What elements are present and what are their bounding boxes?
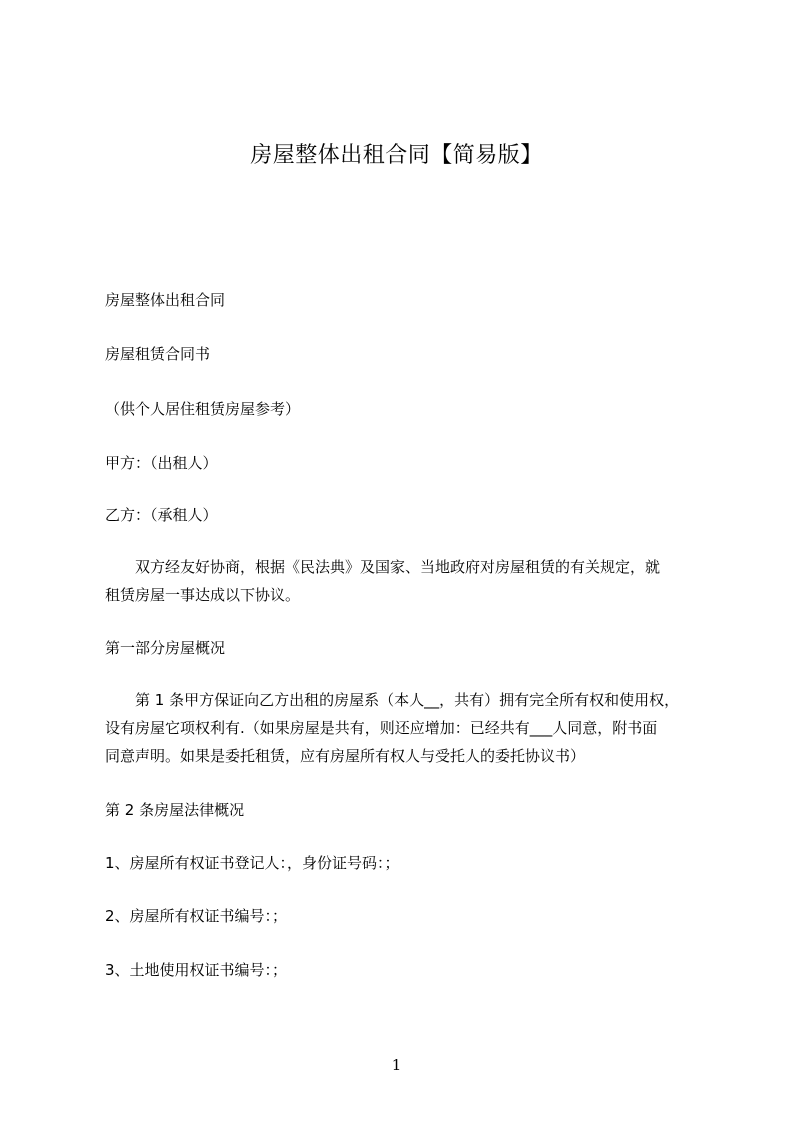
list-item-ownership-certificate: 2、房屋所有权证书编号：； bbox=[105, 907, 288, 925]
paragraph-lease-book: 房屋租赁合同书 bbox=[105, 345, 211, 363]
article1-line-3: 同意声明。如果是委托租赁，应有房屋所有权人与受托人的委托协议书） bbox=[105, 747, 586, 765]
paragraph-contract-name: 房屋整体出租合同 bbox=[105, 291, 226, 309]
section-heading-1: 第一部分房屋概况 bbox=[105, 639, 226, 657]
intro-line-2: 租赁房屋一事达成以下协议。 bbox=[105, 586, 301, 604]
page-number: 1 bbox=[391, 1056, 402, 1074]
paragraph-intro bbox=[105, 553, 705, 609]
intro-line-1: 双方经友好协商，根据《民法典》及国家、当地政府对房屋租赁的有关规定，就 bbox=[135, 558, 661, 576]
paragraph-party-a: 甲方：（出租人） bbox=[105, 454, 218, 472]
paragraph-usage-note: （供个人居住租赁房屋参考） bbox=[105, 400, 301, 418]
article1-line-1: 第 1 条甲方保证向乙方出租的房屋系（本人__，共有）拥有完全所有权和使用权， bbox=[135, 691, 680, 709]
paragraph-article-1 bbox=[105, 686, 705, 770]
list-item-land-certificate: 3、土地使用权证书编号：； bbox=[105, 961, 288, 979]
paragraph-party-b: 乙方：（承租人） bbox=[105, 506, 218, 524]
list-item-owner-registration: 1、房屋所有权证书登记人：，身份证号码：； bbox=[105, 854, 400, 872]
article-2-heading: 第 2 条房屋法律概况 bbox=[105, 801, 245, 819]
document-title: 房屋整体出租合同【简易版】 bbox=[250, 143, 543, 168]
article1-line-2: 设有房屋它项权利有.（如果房屋是共有，则还应增加：已经共有___人同意，附书面 bbox=[105, 719, 658, 737]
